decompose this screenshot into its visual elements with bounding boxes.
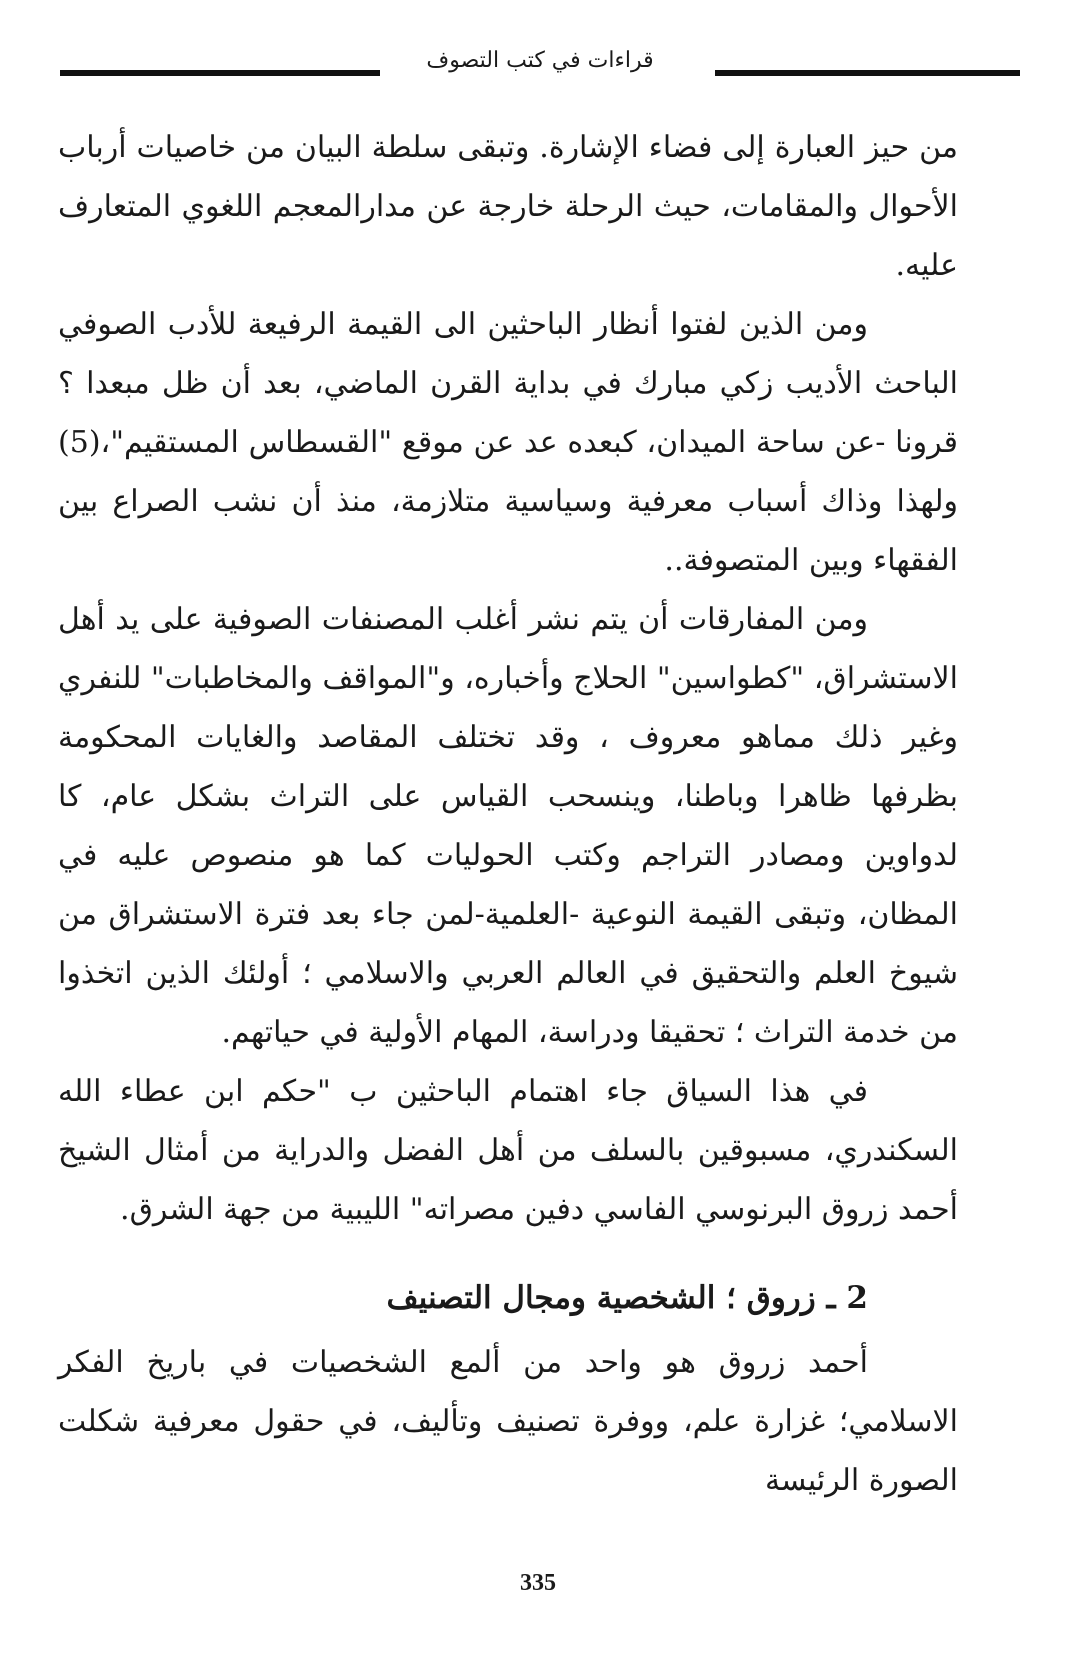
paragraph-2: ومن الذين لفتوا أنظار الباحثين الى القيمة الرفيعة للأدب الصوفي الباحث الأديب زكي مبارك في بداية القرن الماضي، بعد أن ظل مبعدا ؟ قرونا -عن ساحة الميدان، كبعده عد عن موقع "القسطاس المستقيم"،(5) ولهذا وذاك أسباب معرفية وسياسية متلازمة، منذ أن نشب الصراع بين الفقهاء وبين المتصوفة.. xyxy=(58,307,958,578)
paragraph-4: في هذا السياق جاء اهتمام الباحثين ب "حكم ابن عطاء الله السكندري، مسبوقين بالسلف من أهل الفضل والدراية من أمثال الشيخ أحمد زروق البرنوسي الفاسي دفين مصراته" الليبية من جهة الشرق. xyxy=(58,1074,958,1227)
page-number: 335 xyxy=(520,1570,556,1596)
main-text xyxy=(58,118,958,1510)
running-header xyxy=(60,48,1020,88)
section-paragraph: أحمد زروق هو واحد من ألمع الشخصيات في باريخ الفكر الاسلامي؛ غزارة علم، ووفرة تصنيف وتأليف، في حقول معرفية شكلت الصورة الرئيسة xyxy=(58,1345,958,1498)
paragraph-1: من حيز العبارة إلى فضاء الإشارة. وتبقى سلطة البيان من خاصيات أرباب الأحوال والمقامات، حيث الرحلة خارجة عن مدارالمعجم اللغوي المتعارف عليه. xyxy=(58,130,958,283)
header-rule-right xyxy=(715,70,1020,76)
section-heading: 2 ـ زروق ؛ الشخصية ومجال التصنيف xyxy=(386,1280,868,1316)
header-rule-left xyxy=(60,70,380,76)
header-title: قراءات في كتب التصوف xyxy=(426,48,654,73)
paragraph-3: ومن المفارقات أن يتم نشر أغلب المصنفات الصوفية على يد أهل الاستشراق، "كطواسين" الحلاج وأخباره، و"المواقف والمخاطبات" للنفري وغير ذلك مماهو معروف ، وقد تختلف المقاصد والغايات المحكومة بظرفها ظاهرا وباطنا، وينسحب القياس على التراث بشكل عام، كا لدواوين ومصادر التراجم وكتب الحوليات كما هو منصوص عليه في المظان، وتبقى القيمة النوعية -العلمية-لمن جاء بعد فترة الاستشراق من شيوخ العلم والتحقيق في العالم العربي والاسلامي ؛ أولئك الذين اتخذوا من خدمة التراث ؛ تحقيقا ودراسة، المهام الأولية في حياتهم. xyxy=(58,602,958,1050)
